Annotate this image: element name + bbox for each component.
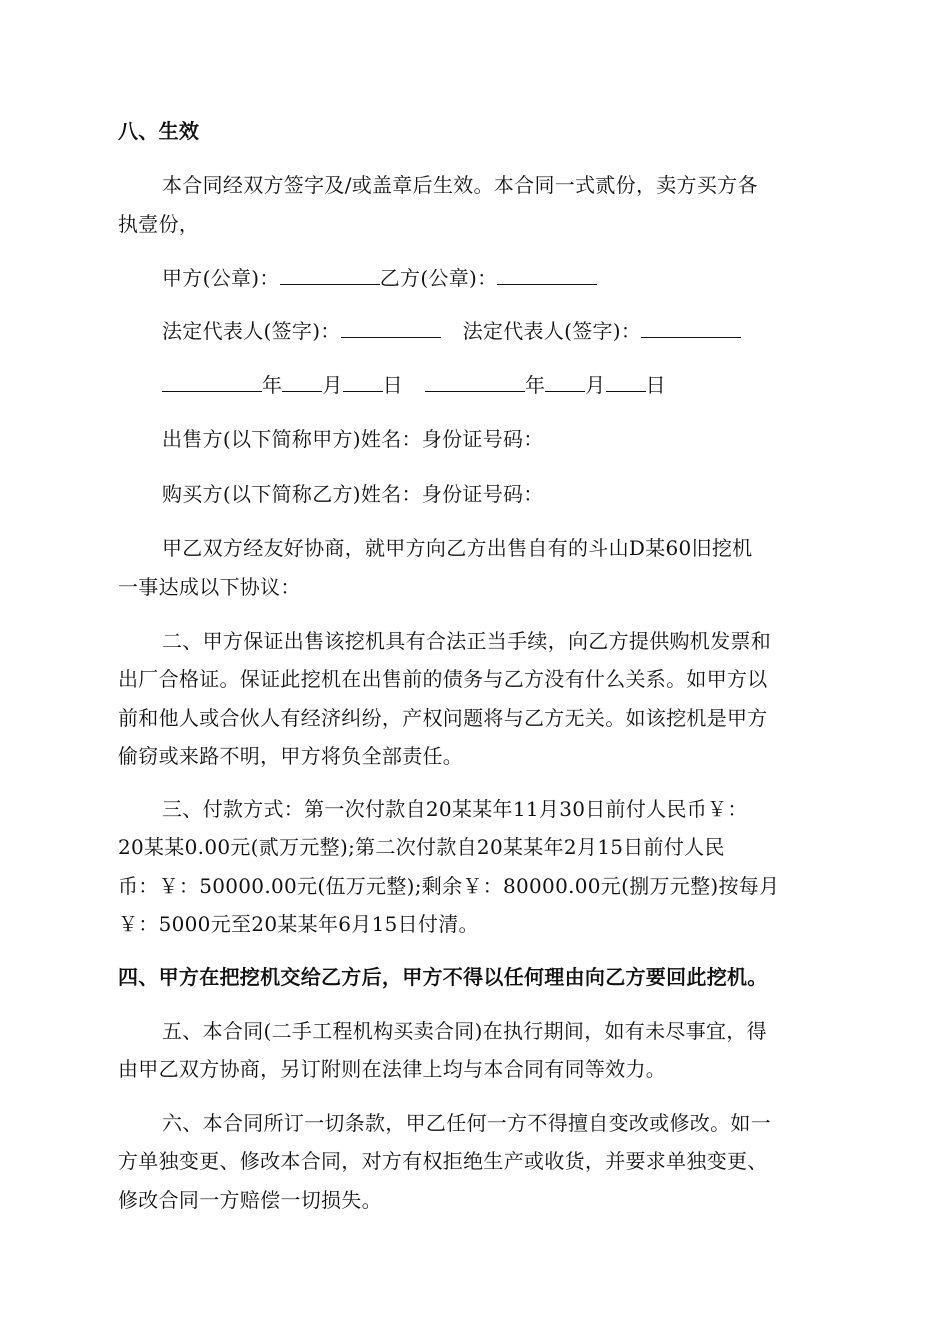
signature-row-dates	[162, 372, 666, 398]
intro-line: 一事达成以下协议：	[118, 575, 301, 599]
party-b-seal-blank	[497, 266, 597, 285]
rep-b-label: 法定代表人(签字)：	[462, 319, 642, 343]
section-heading-effectiveness: 八、生效	[118, 119, 200, 143]
year-label: 年	[262, 373, 283, 397]
paragraph-line: 本合同经双方签字及/或盖章后生效。本合同一式贰份，卖方买方各	[162, 173, 758, 197]
party-a-seal-blank	[280, 266, 380, 285]
month-blank	[545, 373, 585, 392]
clause-2-line: 偷窃或来路不明，甲方将负全部责任。	[118, 744, 464, 768]
clause-3-line: ￥：5000元至20某某年6月15日付清。	[118, 912, 479, 936]
signature-row-representatives	[162, 318, 741, 344]
clause-2-line: 二、甲方保证出售该挖机具有合法正当手续，向乙方提供购机发票和	[162, 629, 771, 653]
clause-3-line: 三、付款方式：第一次付款自20某某年11月30日前付人民币￥：	[162, 797, 748, 821]
seller-info-line: 出售方(以下简称甲方)姓名：身份证号码：	[162, 427, 544, 451]
intro-line: 甲乙双方经友好协商，就甲方向乙方出售自有的斗山D某60旧挖机	[162, 536, 753, 560]
month-label: 月	[322, 373, 343, 397]
day-blank	[606, 373, 646, 392]
clause-4-line: 四、甲方在把挖机交给乙方后，甲方不得以任何理由向乙方要回此挖机。	[118, 965, 768, 989]
day-label: 日	[382, 373, 403, 397]
rep-b-blank	[641, 319, 741, 338]
year-blank	[425, 373, 525, 392]
day-blank	[343, 373, 383, 392]
day-label: 日	[645, 373, 666, 397]
clause-3-line: 币：￥：50000.00元(伍万元整);剩余￥：80000.00元(捌万元整)按每月	[118, 874, 780, 898]
clause-2-line: 前和他人或合伙人有经济纠纷，产权问题将与乙方无关。如该挖机是甲方	[118, 706, 768, 730]
clause-6-line: 六、本合同所订一切条款，甲乙任何一方不得擅自变改或修改。如一	[162, 1111, 771, 1135]
month-blank	[282, 373, 322, 392]
rep-a-blank	[341, 319, 441, 338]
clause-3-line: 20某某0.00元(贰万元整);第二次付款自20某某年2月15日前付人民	[118, 835, 725, 859]
party-b-seal-label: 乙方(公章)：	[379, 266, 498, 290]
paragraph-line: 执壹份，	[118, 212, 200, 236]
year-blank	[162, 373, 262, 392]
year-label: 年	[524, 373, 546, 397]
party-a-seal-label: 甲方(公章)：	[162, 266, 280, 290]
rep-a-label: 法定代表人(签字)：	[162, 319, 341, 343]
clause-6-line: 方单独变更、修改本合同，对方有权拒绝生产或收货，并要求单独变更、	[118, 1149, 768, 1173]
clause-5-line: 由甲乙双方协商，另订附则在法律上均与本合同有同等效力。	[118, 1057, 667, 1081]
clause-5-line: 五、本合同(二手工程机构买卖合同)在执行期间，如有未尽事宜，得	[162, 1019, 767, 1043]
clause-6-line: 修改合同一方赔偿一切损失。	[118, 1188, 382, 1212]
month-label: 月	[585, 373, 606, 397]
clause-2-line: 出厂合格证。保证此挖机在出售前的债务与乙方没有什么关系。如甲方以	[118, 667, 768, 691]
signature-row-seals	[162, 265, 597, 291]
buyer-info-line: 购买方(以下简称乙方)姓名：身份证号码：	[162, 482, 544, 506]
